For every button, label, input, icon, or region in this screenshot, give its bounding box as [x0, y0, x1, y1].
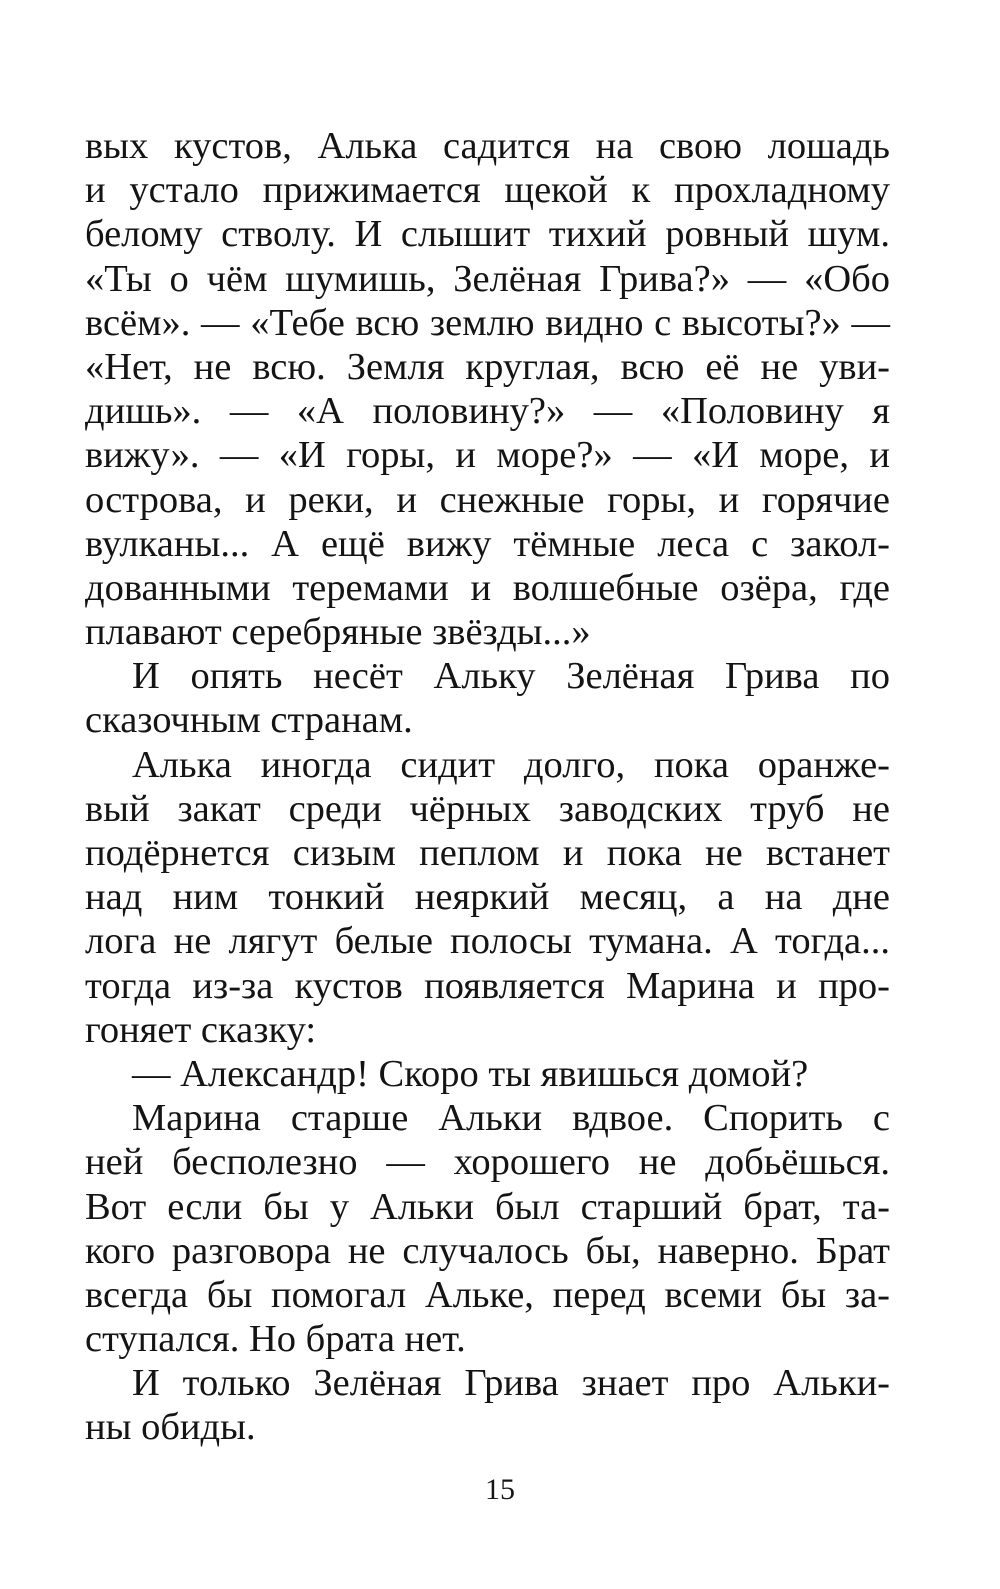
text-line: Алька иногда сидит долго, пока оранже-: [132, 743, 890, 786]
text-line: всегда бы помогал Альке, перед всеми бы за-: [85, 1273, 890, 1316]
text-line: острова, и реки, и снежные горы, и горячие: [85, 478, 890, 521]
text-line: — Александр! Скоро ты явишься домой?: [132, 1052, 809, 1095]
text-line: вижу». — «И горы, и море?» — «И море, и: [85, 434, 890, 477]
text-line: вых кустов, Алька садится на свою лошадь: [85, 125, 890, 167]
text-line: ней бесполезно — хорошего не добьёшься.: [85, 1141, 890, 1184]
text-line: вулканы... А ещё вижу тёмные леса с закол-: [85, 522, 890, 565]
page-number: 15: [485, 1473, 515, 1506]
text-line: и устало прижимается щекой к прохладному: [85, 169, 890, 212]
text-line: подёрнется сизым пеплом и пока не встанет: [85, 832, 890, 874]
text-line: всём». — «Тебе всю землю видно с высоты?» —: [85, 301, 890, 344]
text-line: дованными теремами и волшебные озёра, где: [85, 566, 890, 609]
text-line: И опять несёт Альку Зелёная Грива по: [132, 655, 890, 698]
text-line: ступался. Но брата нет.: [85, 1318, 466, 1361]
body-text: [85, 124, 890, 1450]
text-line: И только Зелёная Грива знает про Альки-: [132, 1362, 890, 1405]
text-line: ны обиды.: [85, 1406, 256, 1449]
text-line: над ним тонкий неяркий месяц, а на дне: [85, 876, 890, 919]
text-line: вый закат среди чёрных заводских труб не: [85, 787, 890, 830]
text-line: плавают серебряные звёзды...»: [85, 611, 591, 654]
text-line: Вот если бы у Альки был старший брат, та-: [85, 1185, 890, 1228]
text-line: кого разговора не случалось бы, наверно. Брат: [85, 1229, 890, 1272]
text-line: гоняет сказку:: [85, 1008, 317, 1051]
text-line: сказочным странам.: [85, 699, 413, 742]
text-line: белому стволу. И слышит тихий ровный шум.: [85, 213, 890, 256]
text-line: Марина старше Альки вдвое. Спорить с: [132, 1097, 890, 1140]
text-line: лога не лягут белые полосы тумана. А тогда...: [85, 920, 890, 963]
text-line: «Ты о чём шумишь, Зелёная Грива?» — «Обо: [85, 257, 890, 300]
text-line: дишь». — «А половину?» — «Половину я: [85, 390, 890, 433]
text-line: «Нет, не всю. Земля круглая, всю её не уви-: [85, 345, 890, 388]
text-line: тогда из-за кустов появляется Марина и про-: [85, 964, 890, 1007]
